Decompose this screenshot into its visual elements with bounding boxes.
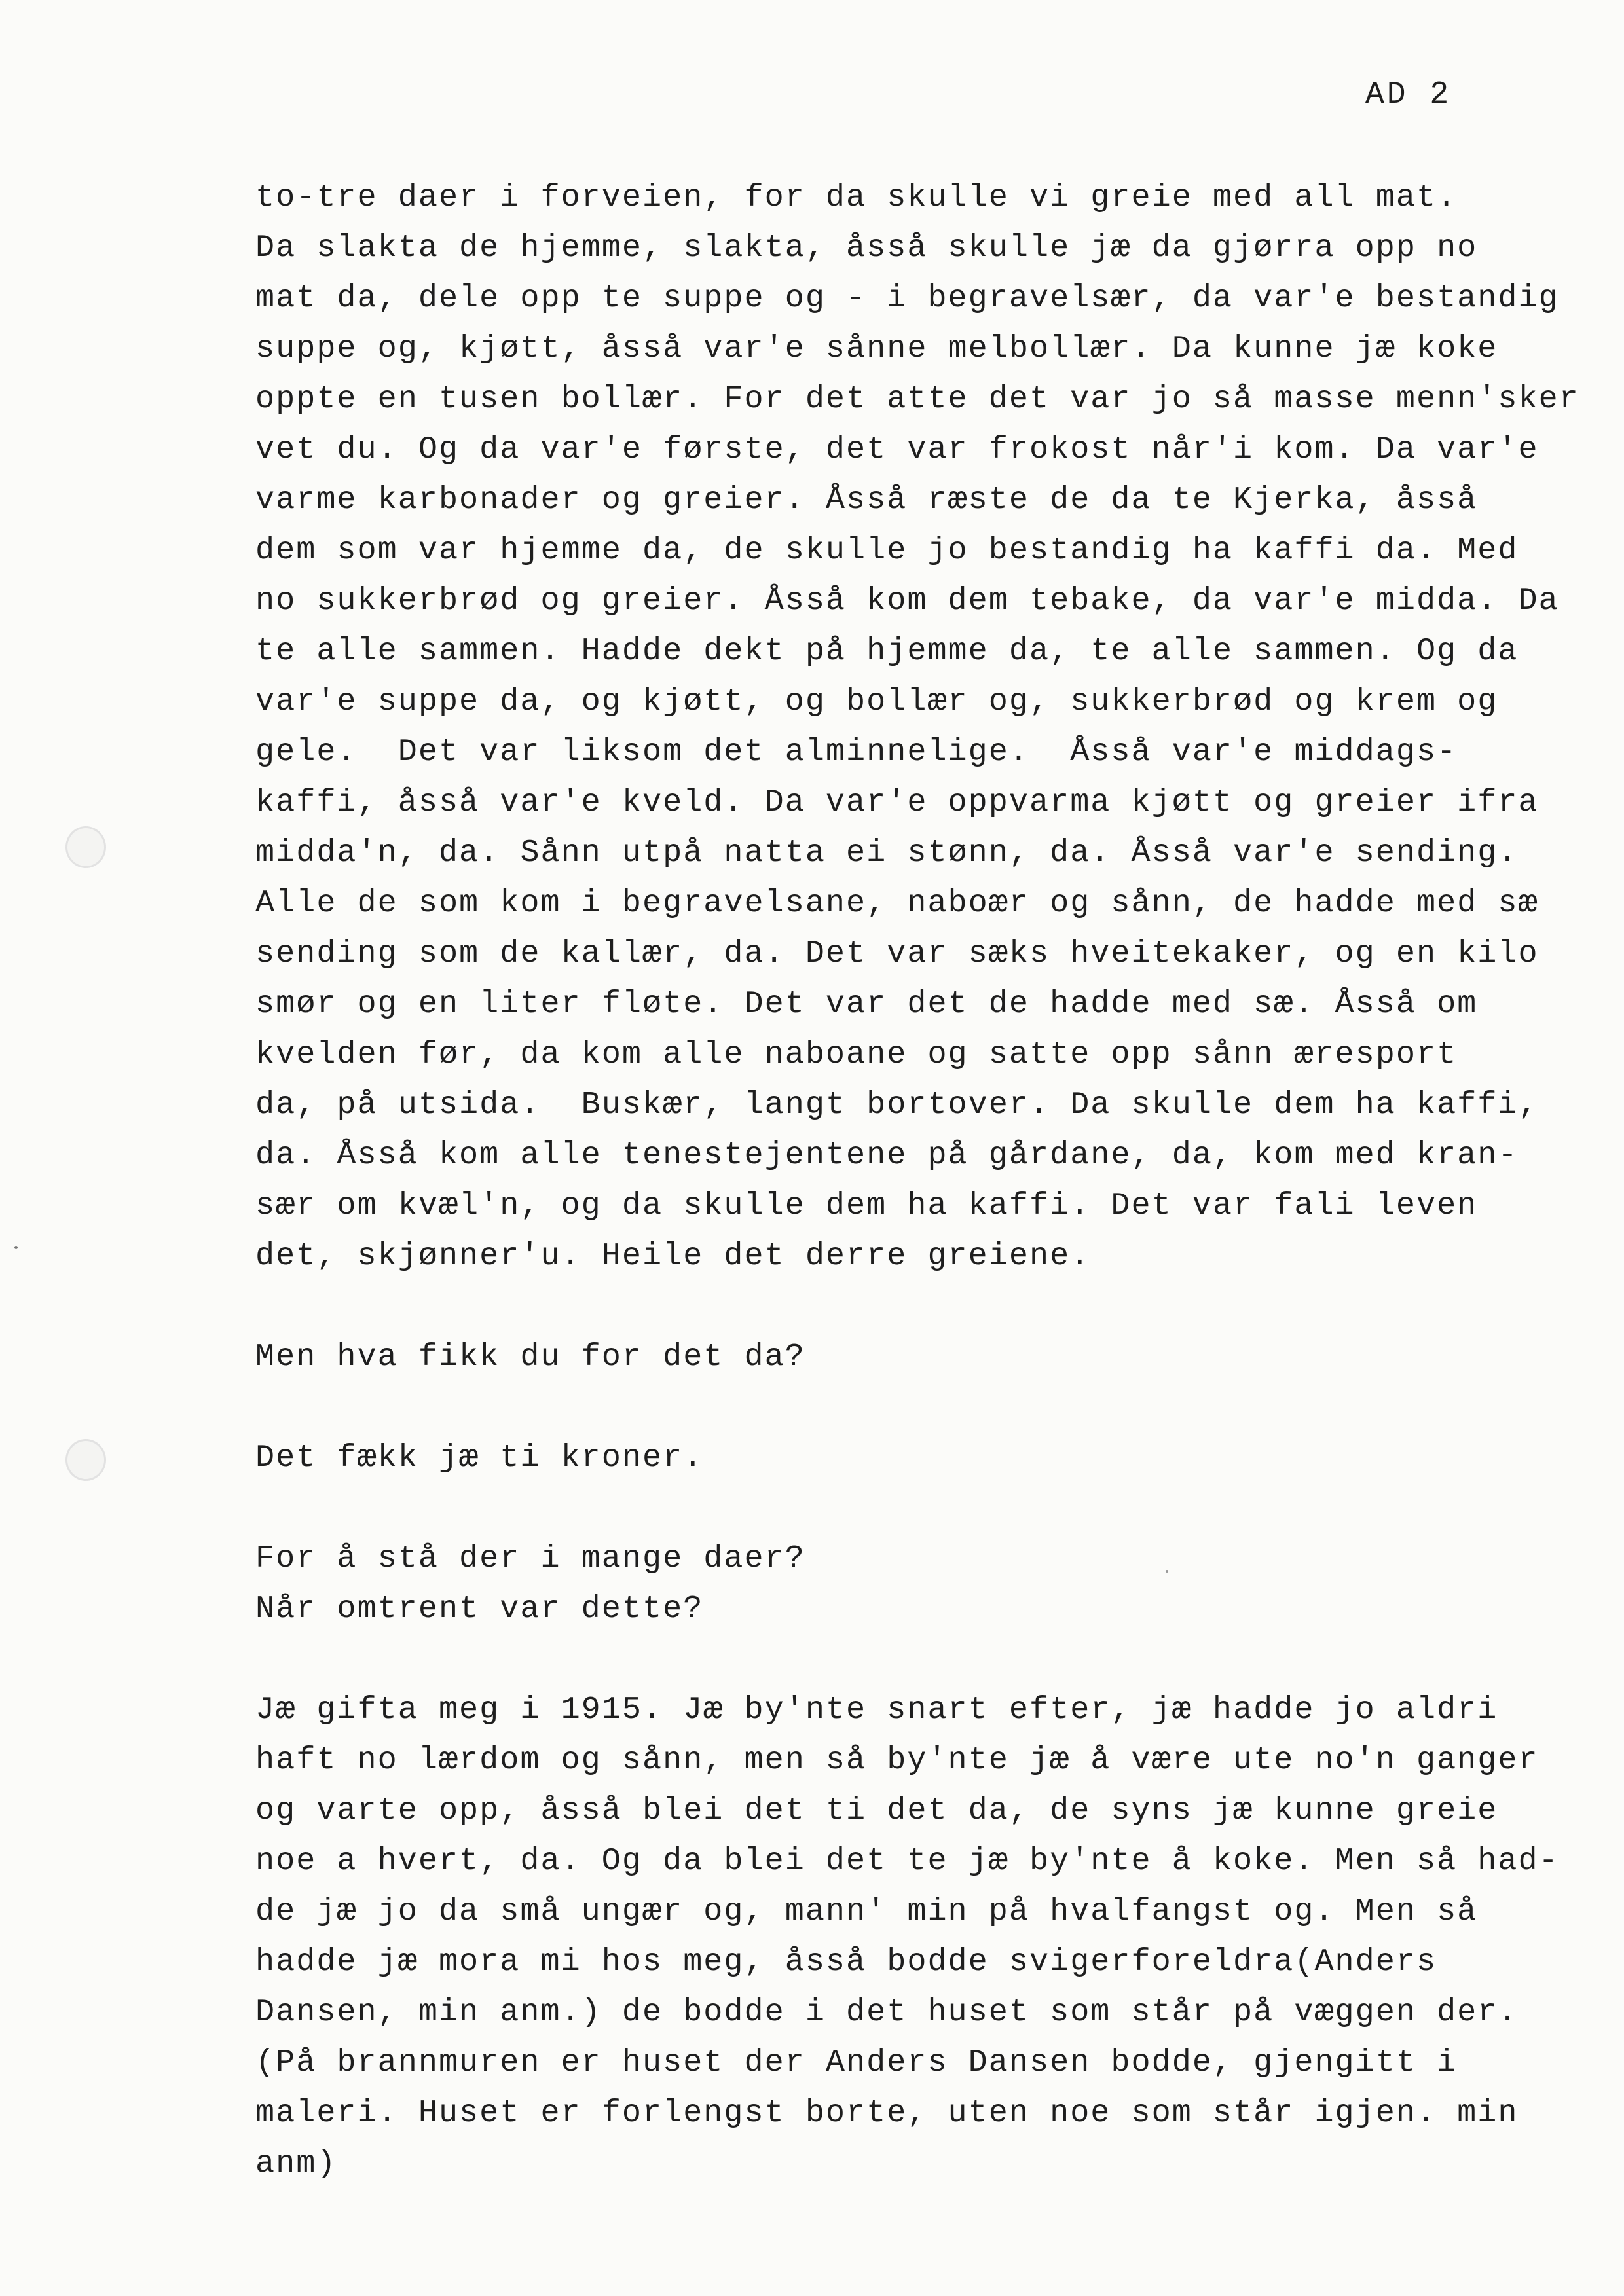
text-line: haft no lærdom og sånn, men så by'nte jæ å være ute no'n ganger <box>255 1742 1539 1778</box>
text-line: maleri. Huset er forlengst borte, uten noe som står igjen. min <box>255 2095 1519 2131</box>
text-line: da, på utsida. Buskær, langt bortover. Da skulle dem ha kaffi, <box>255 1087 1539 1123</box>
interview-question: For å stå der i mange daer? <box>255 1540 805 1576</box>
text-line: Dansen, min anm.) de bodde i det huset som står på væggen der. <box>255 1994 1519 2030</box>
interview-answer: Det fækk jæ ti kroner. <box>255 1440 704 1476</box>
text-line: dem som var hjemme da, de skulle jo bestandig ha kaffi da. Med <box>255 532 1519 568</box>
page-number: AD 2 <box>1365 77 1452 113</box>
punch-hole-lower <box>65 1439 106 1481</box>
text-line: (På brannmuren er huset der Anders Dansen bodde, gjengitt i <box>255 2045 1458 2081</box>
text-line: sær om kvæl'n, og da skulle dem ha kaffi. Det var fali leven <box>255 1188 1478 1224</box>
text-line: anm) <box>255 2145 337 2181</box>
ink-speck <box>1166 1570 1168 1573</box>
text-line: te alle sammen. Hadde dekt på hjemme da, te alle sammen. Og da <box>255 633 1519 669</box>
interview-question: Men hva fikk du for det da? <box>255 1339 805 1375</box>
text-line: da. Åsså kom alle tenestejentene på gårdane, da, kom med kran- <box>255 1137 1519 1173</box>
text-line: og varte opp, åsså blei det ti det da, de syns jæ kunne greie <box>255 1793 1498 1829</box>
text-line: vet du. Og da var'e første, det var frokost når'i kom. Da var'e <box>255 431 1539 467</box>
text-line: kvelden før, da kom alle naboane og satte opp sånn æresport <box>255 1036 1458 1072</box>
text-line: varme karbonader og greier. Åsså ræste de da te Kjerka, åsså <box>255 482 1478 518</box>
interview-question: Når omtrent var dette? <box>255 1591 704 1627</box>
text-line: Alle de som kom i begravelsane, naboær og sånn, de hadde med sæ <box>255 885 1539 921</box>
text-line: gele. Det var liksom det alminnelige. Åsså var'e middags- <box>255 734 1458 770</box>
text-line: no sukkerbrød og greier. Åsså kom dem tebake, da var'e midda. Da <box>255 583 1559 619</box>
text-line: Jæ gifta meg i 1915. Jæ by'nte snart efter, jæ hadde jo aldri <box>255 1692 1498 1728</box>
text-line: smør og en liter fløte. Det var det de hadde med sæ. Åsså om <box>255 986 1478 1022</box>
text-line: de jæ jo da små ungær og, mann' min på hvalfangst og. Men så <box>255 1893 1478 1929</box>
text-line: hadde jæ mora mi hos meg, åsså bodde svigerforeldra(Anders <box>255 1944 1437 1980</box>
text-line: suppe og, kjøtt, åsså var'e sånne melbollær. Da kunne jæ koke <box>255 331 1498 367</box>
text-line: kaffi, åsså var'e kveld. Da var'e oppvarma kjøtt og greier ifra <box>255 784 1539 820</box>
text-line: to-tre daer i forveien, for da skulle vi greie med all mat. <box>255 179 1458 215</box>
text-line: Da slakta de hjemme, slakta, åsså skulle jæ da gjørra opp no <box>255 230 1478 266</box>
punch-hole-upper <box>65 826 106 868</box>
text-line: var'e suppe da, og kjøtt, og bollær og, sukkerbrød og krem og <box>255 683 1498 720</box>
text-line: midda'n, da. Sånn utpå natta ei stønn, da. Åsså var'e sending. <box>255 835 1519 871</box>
text-line: noe a hvert, da. Og da blei det te jæ by'nte å koke. Men så had- <box>255 1843 1559 1879</box>
text-line: oppte en tusen bollær. For det atte det var jo så masse menn'sker <box>255 381 1579 417</box>
text-line: sending som de kallær, da. Det var sæks hveitekaker, og en kilo <box>255 936 1539 972</box>
ink-speck <box>14 1246 18 1249</box>
text-line: mat da, dele opp te suppe og - i begravelsær, da var'e bestandig <box>255 280 1559 316</box>
text-line: det, skjønner'u. Heile det derre greiene. <box>255 1238 1091 1274</box>
